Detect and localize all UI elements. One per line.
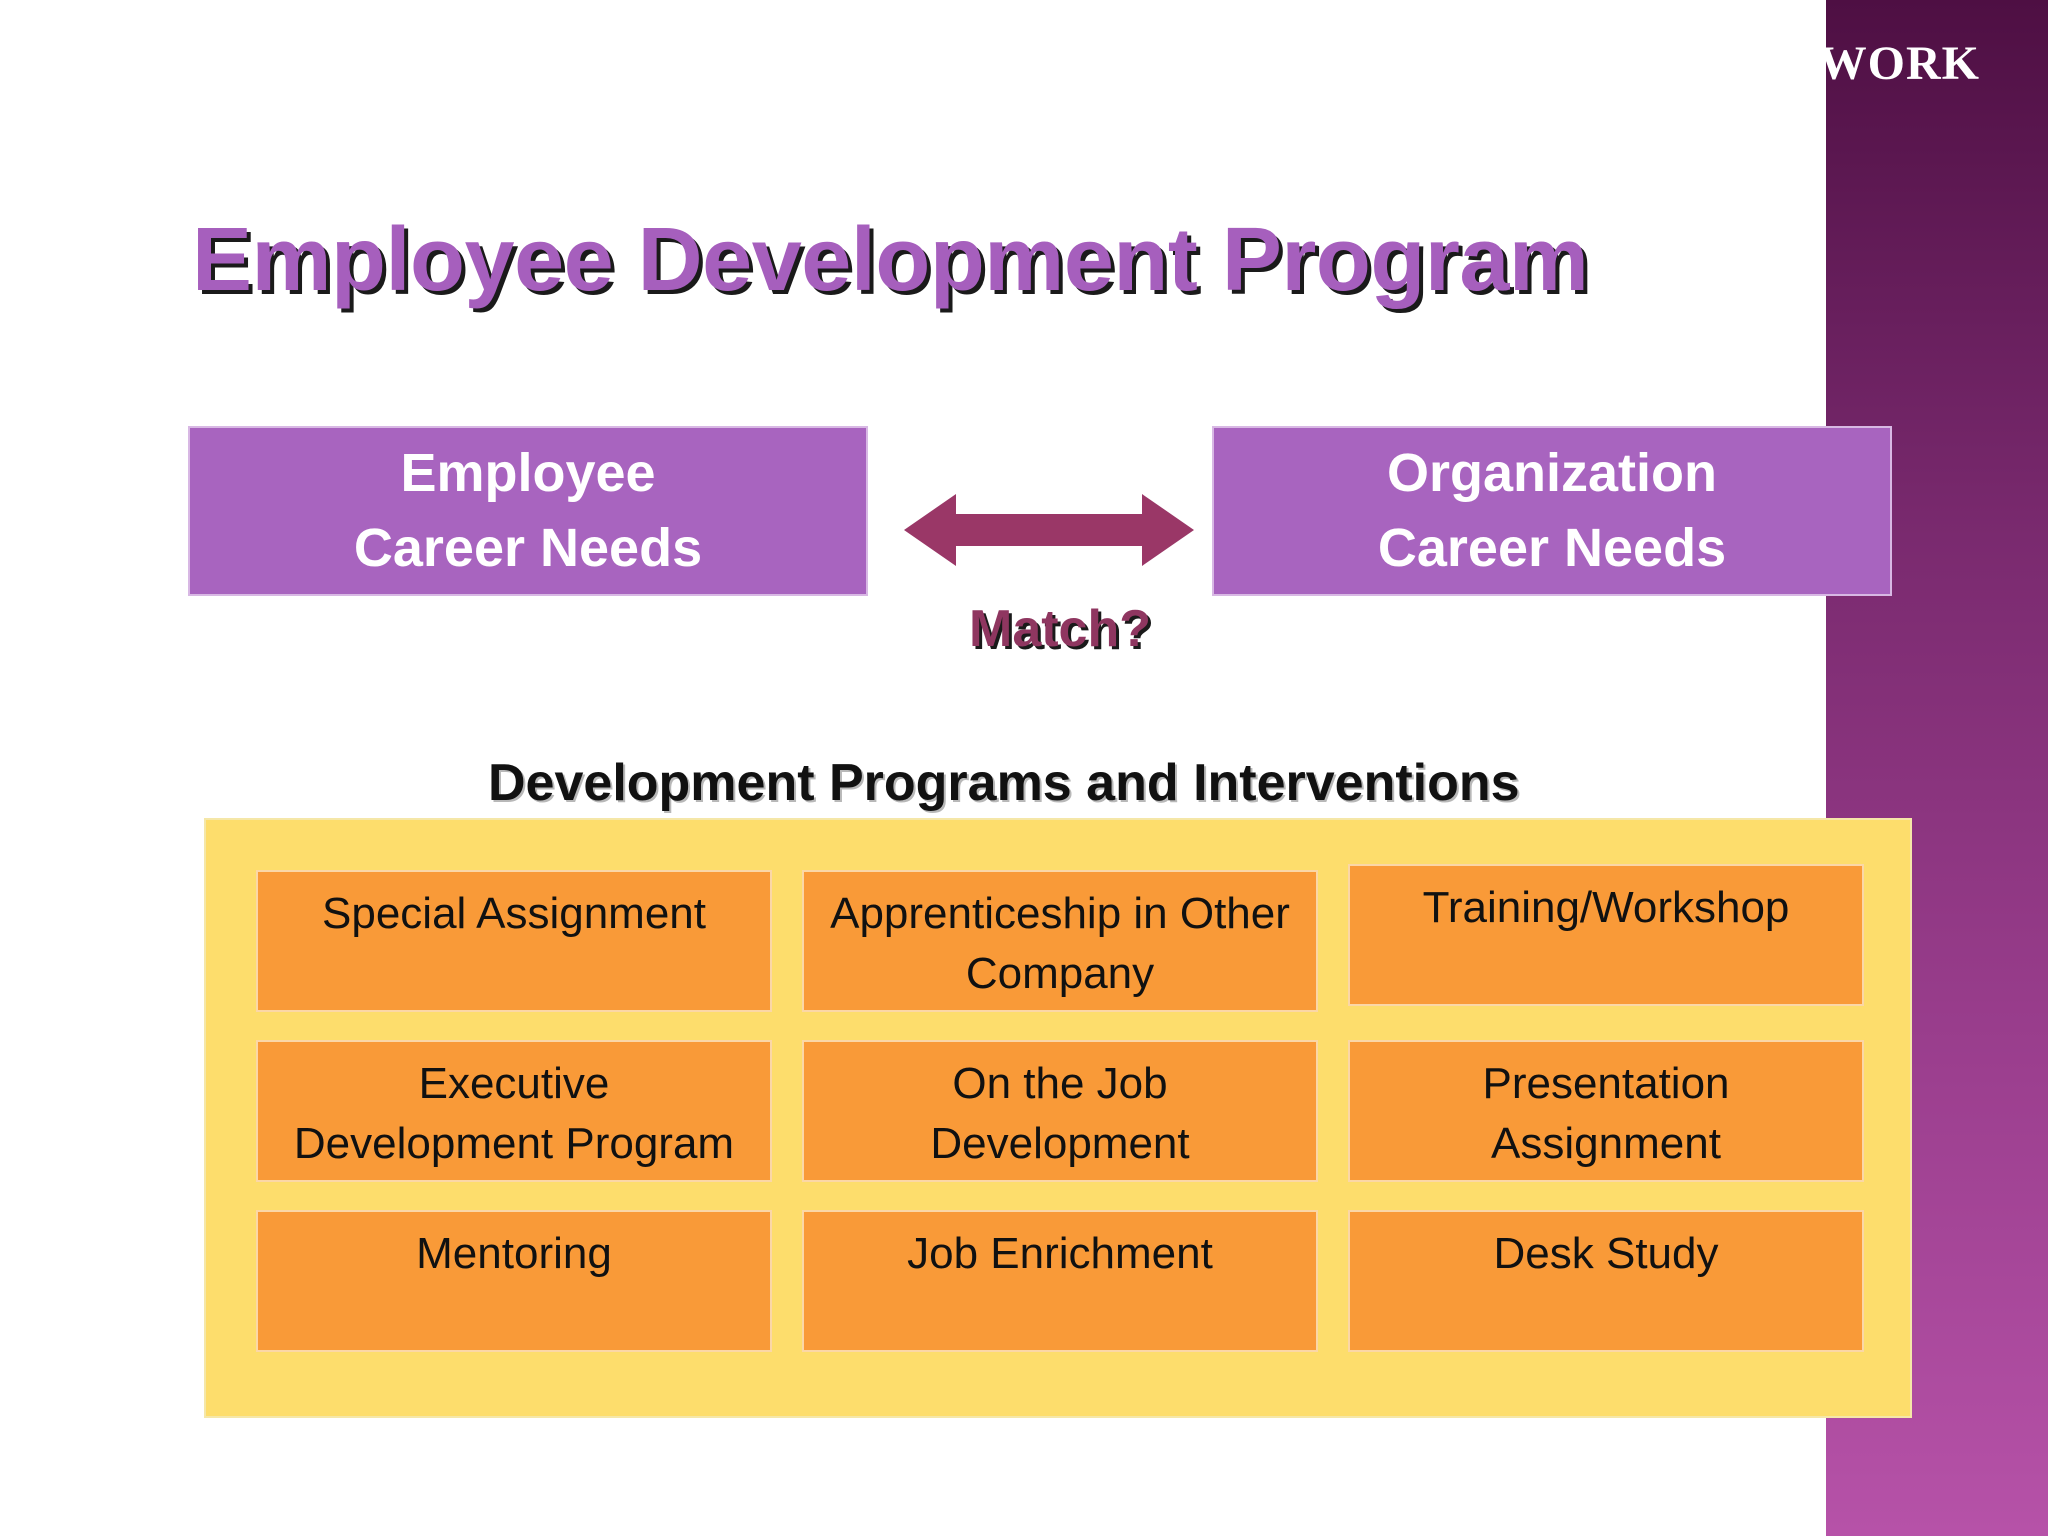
employee-box-line1: Employee	[400, 443, 656, 503]
program-card-line1: Special Assignment	[322, 889, 706, 938]
program-card-desk-study	[1348, 1210, 1864, 1352]
program-card-line1: Desk Study	[1493, 1229, 1719, 1278]
program-card-presentation-assignment	[1348, 1040, 1864, 1182]
double-arrow-shape	[904, 494, 1194, 566]
employee-career-needs-box	[188, 426, 868, 596]
program-card-line2: Company	[965, 949, 1155, 998]
employee-box-line2: Career Needs	[353, 518, 703, 578]
programs-panel	[204, 818, 1912, 1418]
program-card-line1: Job Enrichment	[907, 1229, 1213, 1278]
organization-career-needs-box	[1212, 426, 1892, 596]
program-card-special-assignment	[256, 870, 772, 1012]
program-card-apprenticeship	[802, 870, 1318, 1012]
program-card-line2: Development Program	[293, 1119, 735, 1168]
program-card-line1: Mentoring	[416, 1229, 612, 1278]
header-word: WORK	[1818, 37, 1980, 90]
organization-box-line2: Career Needs	[1377, 518, 1727, 578]
programs-heading: Development Programs and Interventions	[488, 754, 1520, 812]
page-title: Employee Development Program	[192, 210, 1589, 310]
program-card-job-enrichment	[802, 1210, 1318, 1352]
program-card-line1: Executive	[418, 1059, 610, 1108]
program-card-line1: Training/Workshop	[1422, 883, 1790, 932]
match-label: Match?	[969, 600, 1151, 658]
organization-box-line1: Organization	[1386, 443, 1717, 503]
program-card-line2: Development	[930, 1119, 1190, 1168]
program-card-mentoring	[256, 1210, 772, 1352]
program-card-executive-development	[256, 1040, 772, 1182]
program-card-on-the-job	[802, 1040, 1318, 1182]
program-card-line1: On the Job	[952, 1059, 1168, 1108]
program-card-line1: Presentation	[1482, 1059, 1730, 1108]
program-card-line2: Assignment	[1491, 1119, 1721, 1168]
program-card-training-workshop	[1348, 864, 1864, 1006]
double-headed-arrow-icon	[904, 494, 1194, 566]
program-card-line1: Apprenticeship in Other	[830, 889, 1290, 938]
